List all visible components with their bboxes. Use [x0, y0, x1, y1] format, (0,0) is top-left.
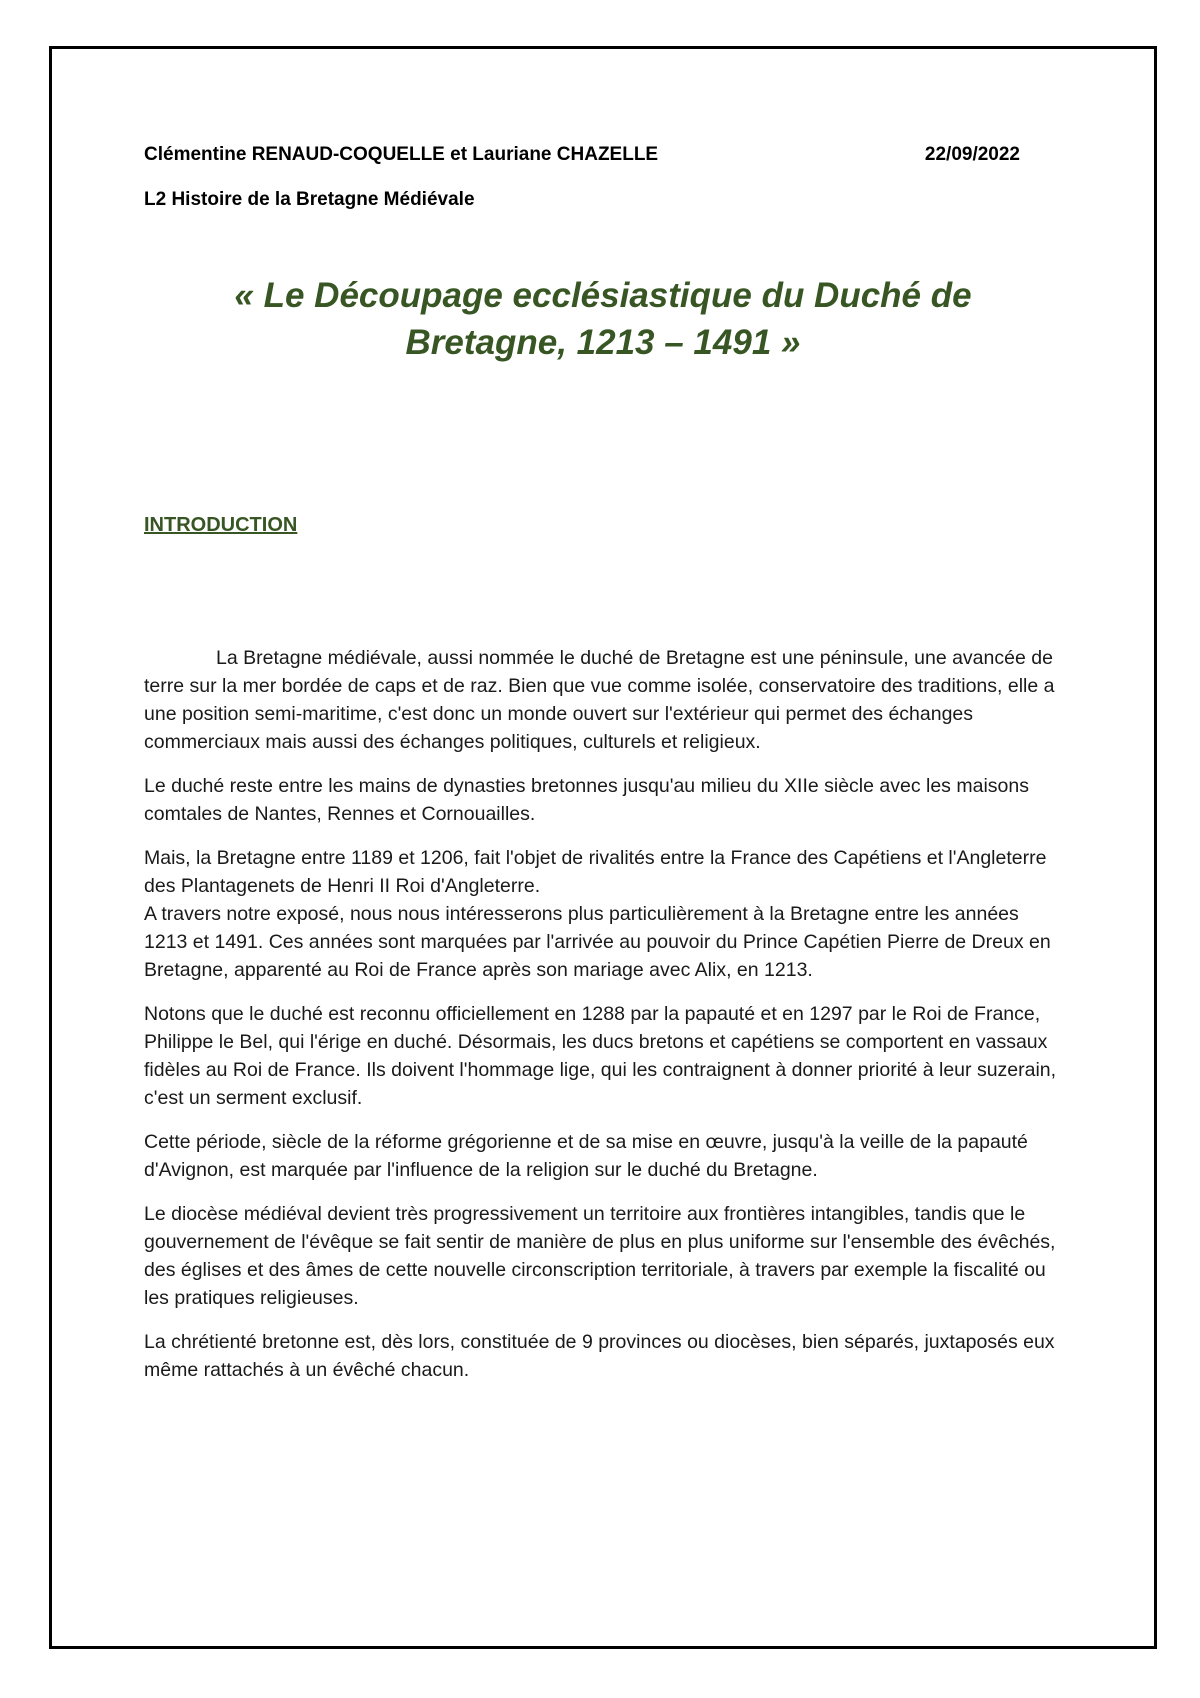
paragraph: La Bretagne médiévale, aussi nommée le duché de Bretagne est une péninsule, une avancée de terre sur la mer bordée de caps et de raz. Bien que vue comme isolée, conservatoire des traditions, elle a une position semi-maritime, c'est donc un monde ouvert sur l'extérieur qui permet des échanges commerciaux mais aussi des échanges politiques, culturels et religieux.: [144, 647, 1055, 753]
title-line-2: Bretagne, 1213 – 1491 »: [405, 323, 801, 362]
document-body: [144, 644, 1064, 1400]
section-heading-introduction: INTRODUCTION: [144, 514, 298, 536]
title-line-1: « Le Découpage ecclésiastique du Duché de: [234, 276, 972, 315]
paragraph: La chrétienté bretonne est, dès lors, constituée de 9 provinces ou diocèses, bien séparés, juxtaposés eux même rattachés à un évêché chacun.: [144, 1331, 1055, 1381]
date: 22/09/2022: [924, 144, 1020, 165]
document-title: [144, 272, 1062, 366]
paragraph: A travers notre exposé, nous nous intéresserons plus particulièrement à la Bretagne entre les années 1213 et 1491. Ces années sont marquées par l'arrivée au pouvoir du Prince Capétien Pierre de Dreux en Bretagne, apparenté au Roi de France après son mariage avec Alix, en 1213.: [144, 903, 1051, 981]
paragraph: Le duché reste entre les mains de dynasties bretonnes jusqu'au milieu du XIIe siècle avec les maisons comtales de Nantes, Rennes et Cornouailles.: [144, 775, 1029, 825]
authors: Clémentine RENAUD-COQUELLE et Lauriane CHAZELLE: [144, 144, 659, 165]
paragraph: Cette période, siècle de la réforme grégorienne et de sa mise en œuvre, jusqu'à la veille de la papauté d'Avignon, est marquée par l'influence de la religion sur le duché du Bretagne.: [144, 1131, 1028, 1181]
paragraph: Le diocèse médiéval devient très progressivement un territoire aux frontières intangibles, tandis que le gouvernement de l'évêque se fait sentir de manière de plus en plus uniforme sur l'ensemble des évêchés, des églises et des âmes de cette nouvelle circonscription territoriale, à travers par exemple la fiscalité ou les pratiques religieuses.: [144, 1203, 1056, 1309]
course-name: L2 Histoire de la Bretagne Médiévale: [144, 189, 475, 210]
paragraph: Mais, la Bretagne entre 1189 et 1206, fait l'objet de rivalités entre la France des Capétiens et l'Angleterre des Plantagenets de Henri II Roi d'Angleterre.: [144, 847, 1047, 897]
paragraph: Notons que le duché est reconnu officiellement en 1288 par la papauté et en 1297 par le Roi de France, Philippe le Bel, qui l'érige en duché. Désormais, les ducs bretons et capétiens se comportent en vassaux fidèles au Roi de France. Ils doivent l'hommage lige, qui les contraignent à donner priorité à leur suzerain, c'est un serment exclusif.: [144, 1003, 1057, 1109]
